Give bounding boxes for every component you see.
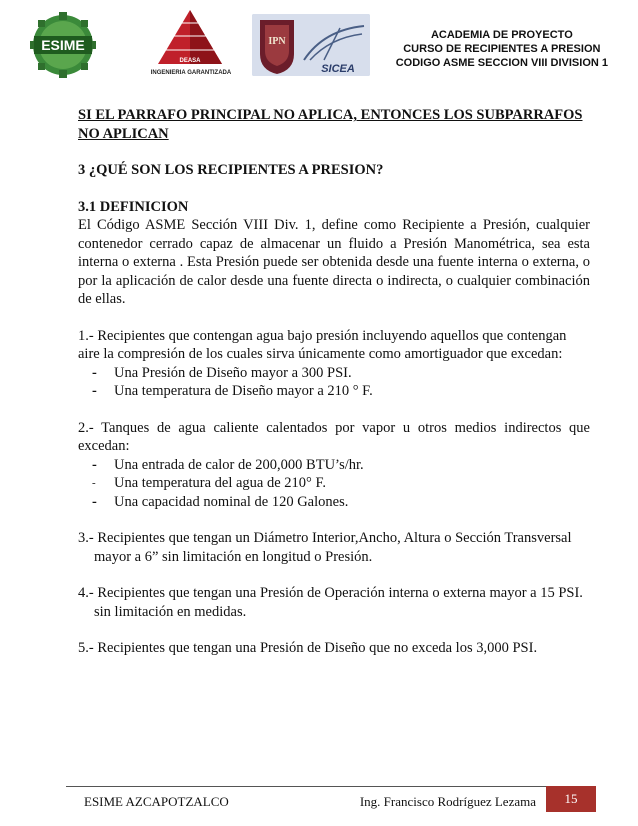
ipn-sicea-logo [252,14,370,76]
svg-text:SICEA: SICEA [321,63,355,75]
page-footer [66,788,596,812]
header-line-curso: CURSO DE RECIPIENTES A PRESION [403,43,601,55]
item-3-line-1: 3.- Recipientes que tengan un Diámetro Interior,Ancho, Altura o Sección Transversal [78,530,572,546]
list-item: - Una Presión de Diseño mayor a 300 PSI. [92,364,352,381]
document-header [396,28,608,70]
item-5-text: 5.- Recipientes que tengan una Presión de Diseño que no exceda los 3,000 PSI. [78,640,538,656]
list-item: - Una capacidad nominal de 120 Galones. [92,493,349,510]
header-line-codigo: CODIGO ASME SECCION VIII DIVISION 1 [395,57,608,69]
item-1-text: 1.- Recipientes que contengan agua bajo presión incluyendo aquellos que contengan aire la compresión de los cuales sirva únicamente como amortiguador que excedan: [78,327,567,362]
svg-text:IPN: IPN [268,36,286,47]
list-item: - Una temperatura de Diseño mayor a 210 ° F. [92,383,373,399]
svg-text:ESIME: ESIME [41,37,85,53]
section-title: 3 ¿QUÉ SON LOS RECIPIENTES A PRESION? [78,162,384,178]
footer-author: Ing. Francisco Rodríguez Lezama [359,794,536,809]
page-number: 15 [546,786,596,812]
definition-paragraph: El Código ASME Sección VIII Div. 1, define como Recipiente a Presión, cualquier contenedor cerrado capaz de almacenar un fluido a Presión Manométrica, sea esta interna o externa . Esta Presión puede ser obtenida desde una fuente interna o externa, o por la aplicación de calor desde una fuente directa o indirecta, o cualquier combinación de ellas. [78,217,590,307]
esime-logo [30,12,96,78]
item-2-bullets [78,456,590,512]
main-heading: SI EL PARRAFO PRINCIPAL NO APLICA, ENTONCES LOS SUBPARRAFOS NO APLICAN [78,107,583,142]
item-2-text: 2.- Tanques de agua caliente calentados por vapor u otros medios indirectos que excedan: [78,419,590,454]
deasa-caption: INGENIERIA GARANTIZADA [150,70,232,76]
item-4-line-1: 4.- Recipientes que tengan una Presión de Operación interna o externa mayor a 15 PSI. [78,585,583,601]
item-3-line-2: mayor a 6” sin limitación en longitud o Presión. [94,548,373,565]
svg-text:DEASA: DEASA [179,58,201,64]
footer-divider [66,786,596,787]
list-item: - Una temperatura del agua de 210° F. [92,475,326,491]
page-content [78,106,590,658]
deasa-logo [150,8,230,82]
list-item: - Una entrada de calor de 200,000 BTU’s/hr. [92,456,364,473]
footer-institution: ESIME AZCAPOTZALCO [84,794,229,809]
subsection-title: 3.1 DEFINICION [78,198,189,215]
item-1-bullets [78,364,590,401]
item-4-line-2: sin limitación en medidas. [94,603,247,620]
header-line-academia: ACADEMIA DE PROYECTO [430,29,573,41]
